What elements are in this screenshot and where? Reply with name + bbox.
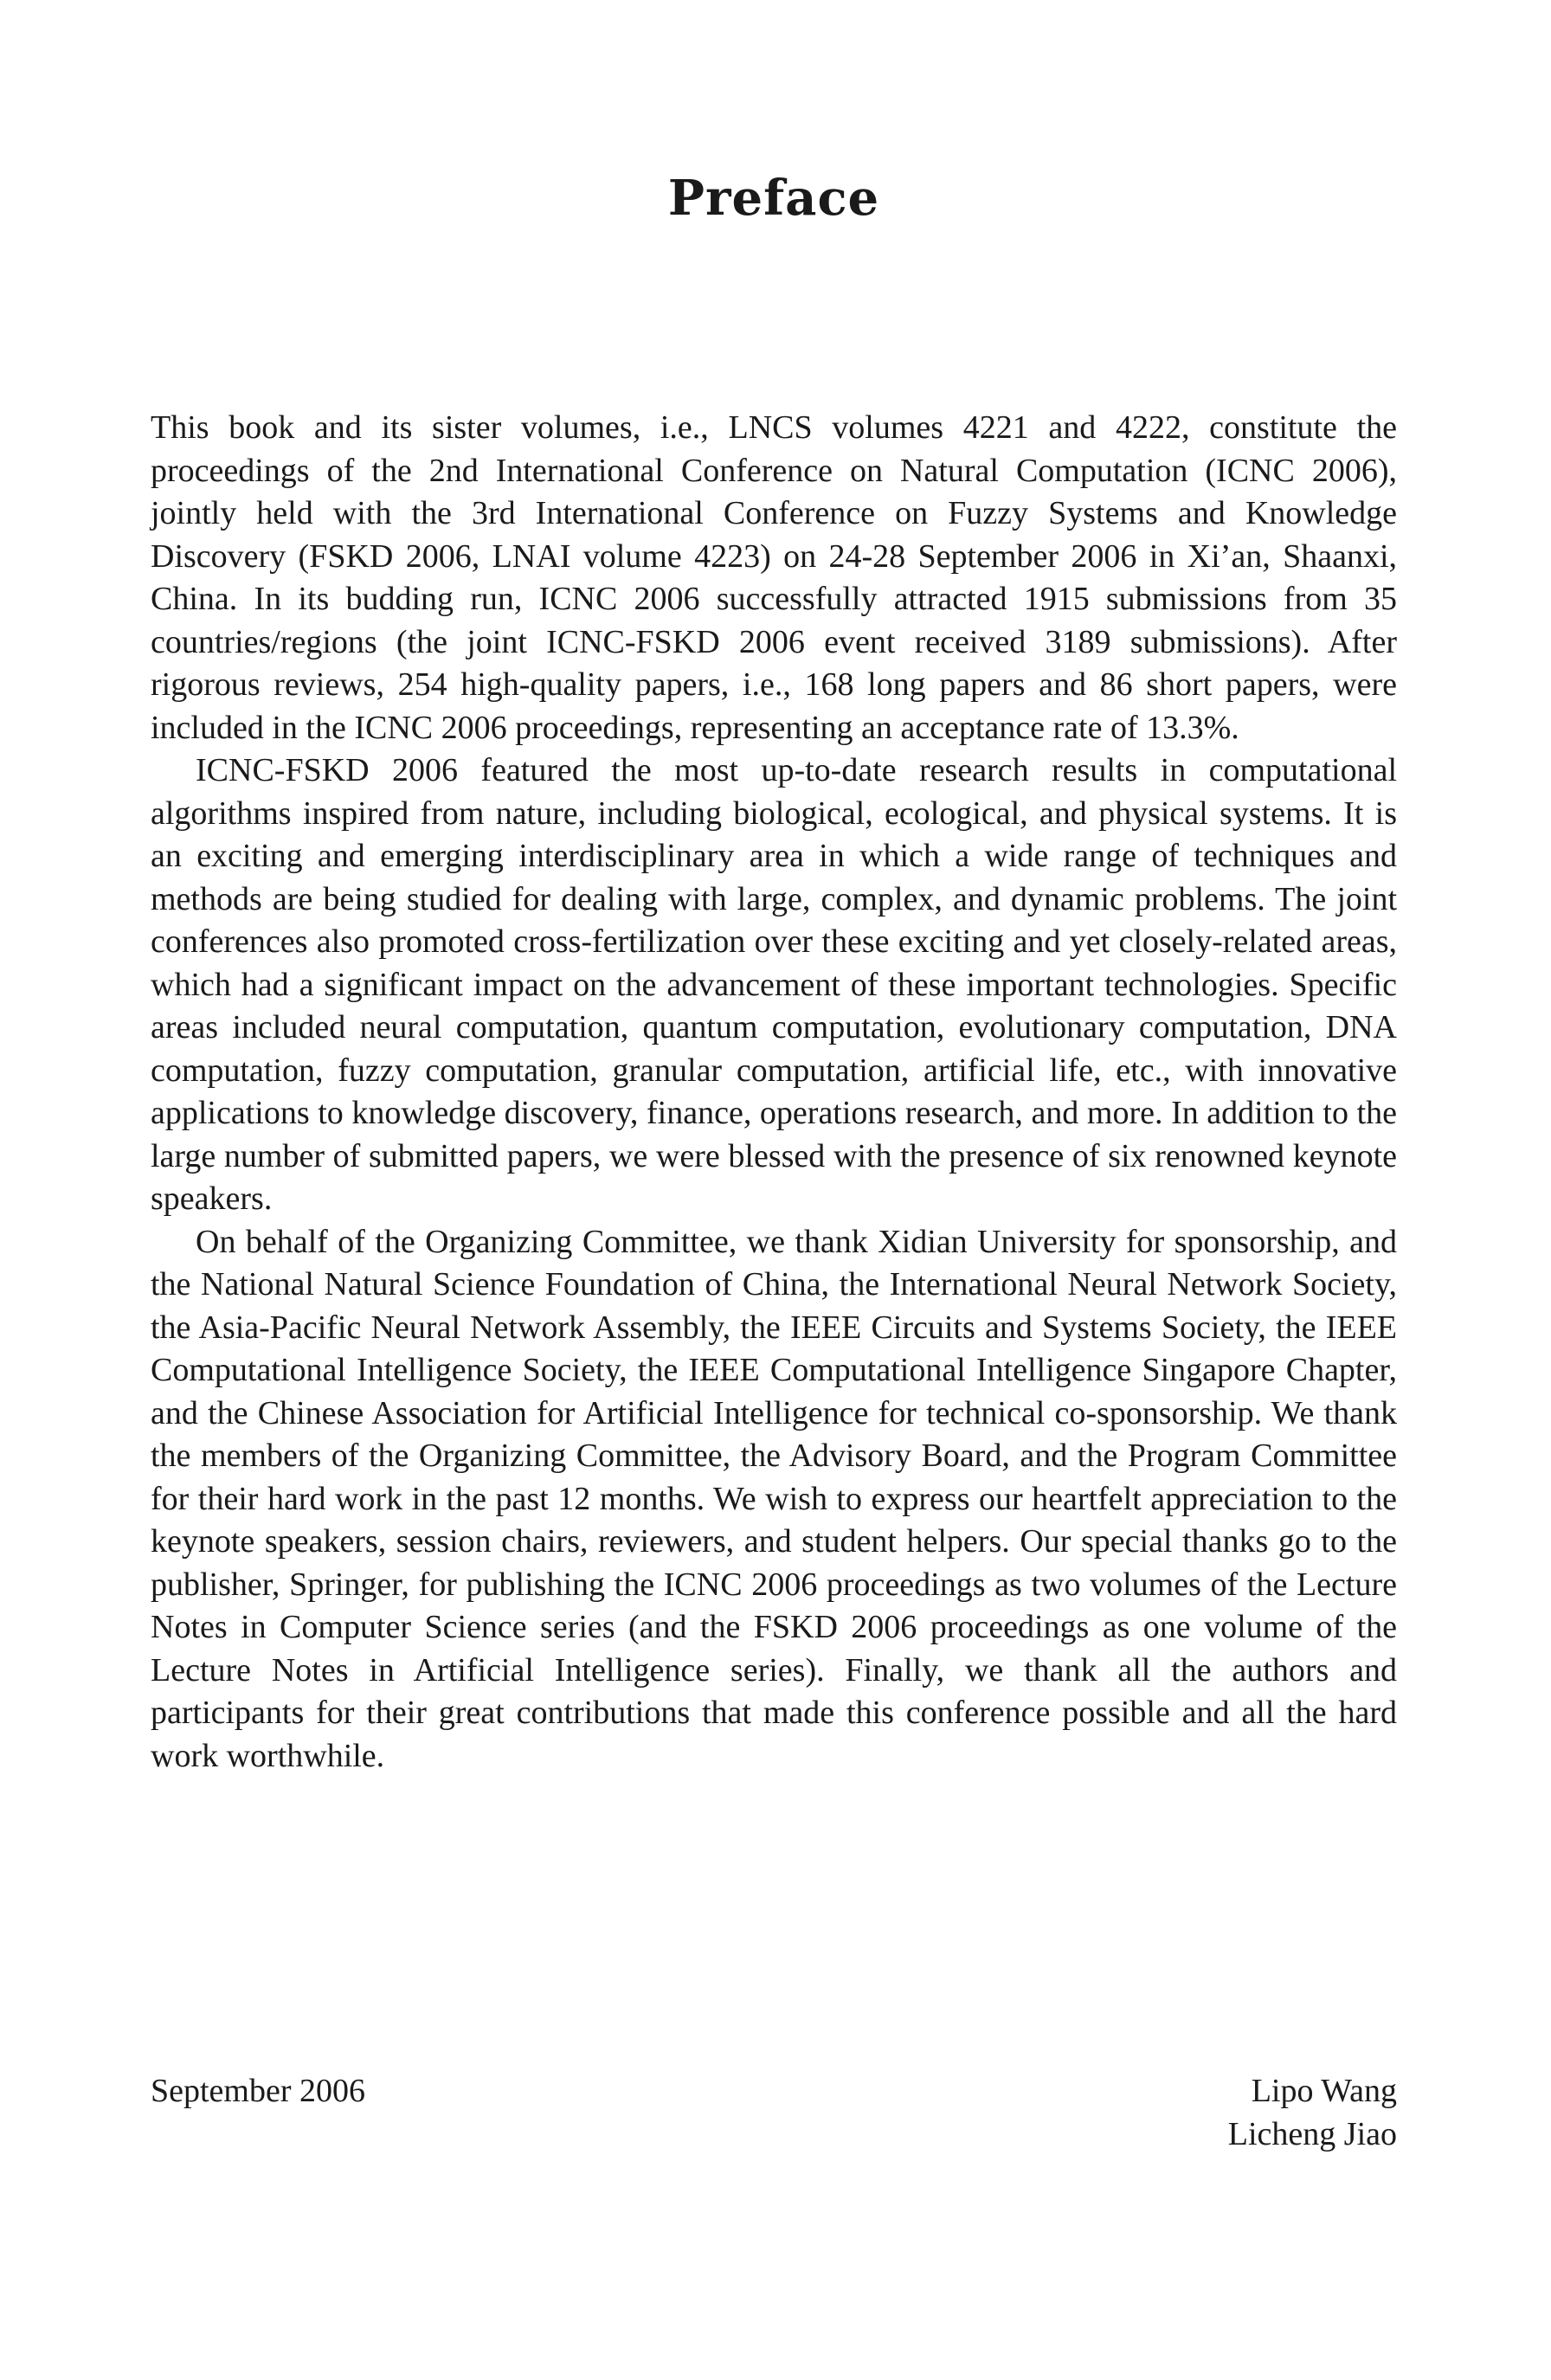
- preface-body: [151, 407, 1397, 1778]
- signature-date: September 2006: [151, 2073, 366, 2109]
- author-name: Lipo Wang: [1251, 2073, 1397, 2109]
- paragraph-2: ICNC-FSKD 2006 featured the most up-to-date research results in computational algorithms inspired from nature, including biological, ecological, and physical systems. It is an exciting and emerging interdisciplinary area in which a wide range of techniques and methods are being studied for dealing with large, complex, and dynamic problems. The joint conferences also promoted cross-fertilization over these exciting and yet closely-related areas, which had a significant impact on the advancement of these important technologies. Specific areas included neural computation, quantum computation, evolutionary computation, DNA computation, fuzzy computation, granular computation, artificial life, etc., with innovative applications to knowledge discovery, finance, operations research, and more. In addition to the large number of submitted papers, we were blessed with the presence of six renowned keynote speakers.: [151, 752, 1397, 1217]
- document-page: [151, 0, 1397, 2380]
- page-title: Preface: [667, 170, 880, 227]
- signature-authors: [1228, 2070, 1397, 2156]
- author-name: Licheng Jiao: [1227, 2115, 1397, 2152]
- paragraph-1: This book and its sister volumes, i.e., LNCS volumes 4221 and 4222, constitute the proceedings of the 2nd International Conference on Natural Computation (ICNC 2006), jointly held with the 3rd International Conference on Fuzzy Systems and Knowledge Discovery (FSKD 2006, LNAI volume 4223) on 24-28 September 2006 in Xi’an, Shaanxi, China. In its budding run, ICNC 2006 successfully attracted 1915 submissions from 35 countries/regions (the joint ICNC-FSKD 2006 event received 3189 submissions). After rigorous reviews, 254 high-quality papers, i.e., 168 long papers and 86 short papers, were included in the ICNC 2006 proceedings, representing an acceptance rate of 13.3%.: [151, 409, 1397, 746]
- paragraph-3: On behalf of the Organizing Committee, we thank Xidian University for sponsorship, and the National Natural Science Foundation of China, the International Neural Network Society, the Asia-Pacific Neural Network Assembly, the IEEE Circuits and Systems Society, the IEEE Computational Intelligence Society, the IEEE Computational Intelligence Singapore Chapter, and the Chinese Association for Artificial Intelligence for technical co-sponsorship. We thank the members of the Organizing Committee, the Advisory Board, and the Program Committee for their hard work in the past 12 months. We wish to express our heartfelt appreciation to the keynote speakers, session chairs, reviewers, and student helpers. Our special thanks go to the publisher, Springer, for publishing the ICNC 2006 proceedings as two volumes of the Lecture Notes in Computer Science series (and the FSKD 2006 proceedings as one volume of the Lecture Notes in Artificial Intelligence series). Finally, we thank all the authors and participants for their great contributions that made this conference possible and all the hard work worthwhile.: [151, 1223, 1397, 1774]
